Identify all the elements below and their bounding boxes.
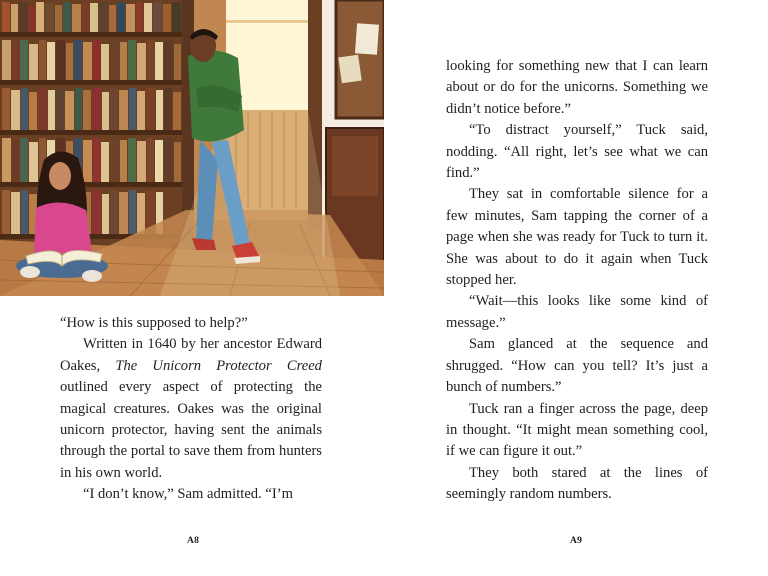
left-body-text <box>60 313 322 506</box>
paragraph: Sam glanced at the sequence and shrugged. “How can you tell? It’s just a bunch of numbers.” <box>446 336 708 396</box>
paragraph: “To distract yourself,” Tuck said, nodding. “All right, let’s see what we can find.” <box>446 122 708 182</box>
paragraph: “I don’t know,” Sam admitted. “I’m <box>83 486 293 503</box>
book-title: The Unicorn Protector Creed <box>115 357 322 374</box>
paragraph: Written in 1640 by her ancestor Edward Oakes, The Unicorn Protector Creed outlined every aspect of protecting the magical creatures. Oakes was the original unicorn protector, having sent the animals through the portal to save them from hunters in his own world. <box>60 336 322 481</box>
paragraph: looking for something new that I can learn about or do for the unicorns. Something we didn’t notice before.” <box>446 58 708 117</box>
paragraph: Tuck ran a finger across the page, deep in thought. “It might mean something cool, if we can figure it out.” <box>446 400 708 460</box>
library-scene-illustration <box>0 0 384 296</box>
illustration <box>0 0 384 296</box>
page-number-left: A8 <box>187 536 200 546</box>
paragraph: They both stared at the lines of seemingly random numbers. <box>446 464 708 503</box>
paragraph: “How is this supposed to help?” <box>60 315 248 331</box>
page-number-right: A9 <box>570 536 583 546</box>
paragraph: They sat in comfortable silence for a few minutes, Sam tapping the corner of a page when she was ready for Tuck to turn it. She was about to do it again when Tuck stopped her. <box>446 186 708 289</box>
paragraph: “Wait—this looks like some kind of message.” <box>446 293 708 331</box>
right-body-text <box>446 56 708 506</box>
